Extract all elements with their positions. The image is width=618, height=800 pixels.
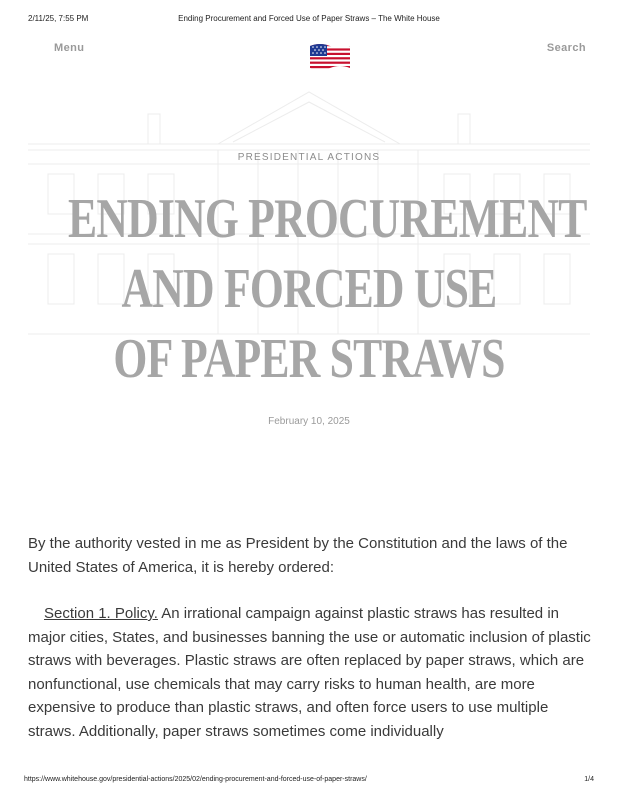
publish-date: February 10, 2025	[268, 416, 350, 427]
print-date: 2/11/25, 7:55 PM	[28, 14, 89, 23]
us-flag-icon[interactable]	[308, 42, 352, 70]
section-1-text: An irrational campaign against plastic straws has resulted in major cities, States, and businesses banning the use or automatic inclusion of plastic straws with beverages. Plastic straws are often replaced by paper straws, which are nonfunctional, use chemicals that may carry risks to human health, are more expensive to produce than plastic straws, and often force users to use multiple straws. Additionally, paper straws sometimes come individually	[28, 605, 591, 740]
page-title	[0, 184, 618, 394]
title-line-2: AND FORCED USE	[121, 258, 497, 320]
page-number: 1/4	[584, 776, 594, 783]
print-header	[0, 14, 618, 28]
menu-button[interactable]: Menu	[54, 42, 85, 54]
section-1-heading: Section 1. Policy.	[44, 605, 158, 622]
title-line-3: OF PAPER STRAWS	[113, 328, 505, 390]
category-kicker[interactable]: PRESIDENTIAL ACTIONS	[237, 152, 381, 163]
print-url: https://www.whitehouse.gov/presidential-actions/2025/02/ending-procurement-and-forced-use-of-paper-straws/	[24, 776, 367, 783]
title-line-1: ENDING PROCUREMENT	[67, 188, 587, 250]
search-button[interactable]: Search	[546, 42, 586, 54]
article-body	[28, 532, 594, 766]
print-title: Ending Procurement and Forced Use of Paper Straws – The White House	[178, 14, 440, 23]
section-1-paragraph	[28, 602, 594, 743]
intro-paragraph: By the authority vested in me as President by the Constitution and the laws of the United States of America, it is hereby ordered:	[28, 535, 568, 576]
site-nav	[0, 42, 618, 72]
hero	[0, 84, 618, 444]
